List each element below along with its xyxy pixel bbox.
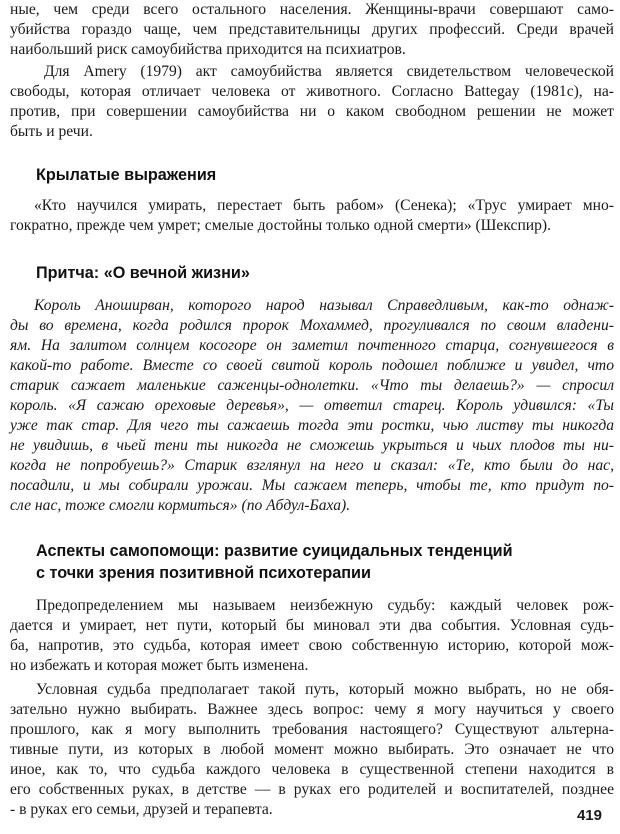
text-line: зательно нужно выбирать. Важнее здесь вопрос: чему я могу научиться у своего — [10, 701, 614, 718]
text-line: ды во времена, когда родился пророк Мохаммед, прогуливался по своим владени- — [10, 317, 614, 334]
page-number: 419 — [576, 807, 602, 824]
text-line: гократно, прежде чем умрет; смелые достойны только одной смерти» (Шекспир). — [10, 217, 552, 234]
section-heading: с точки зрения позитивной психотерапии — [36, 564, 371, 582]
text-line: сле нас, тоже смогли кормиться» (по Абдул-Баха). — [10, 497, 351, 514]
text-line: Предопределением мы называем неизбежную судьбу: каждый человек рож- — [36, 597, 614, 614]
text-line: ба, напротив, это судьба, которая имеет свою собственную историю, которой мож- — [10, 637, 614, 654]
text-line: Условная судьба предполагает такой путь, который можно выбрать, но не обя- — [36, 681, 614, 698]
text-line: - в руках его семьи, друзей и терапевта. — [10, 801, 273, 818]
text-line: иное, как то, что судьба каждого человека в существенной степени находится в — [10, 761, 614, 778]
text-line: уже так стар. Для чего ты сажаешь тогда эти ростки, чью листву ты никогда — [10, 417, 614, 434]
text-line: свободы, которая отличает человека от животного. Согласно Battegay (1981c), на- — [10, 83, 614, 100]
text-line: прошлого, как я могу выполнить требования настоящего? Существуют альтерна- — [10, 721, 614, 738]
text-line: но избежать и которая может быть изменена. — [10, 657, 309, 674]
text-line: посадили, и мы собирали урожаи. Мы сажаем теперь, чтобы те, кто придут по- — [10, 477, 614, 494]
text-line: какой-то работе. Вместе со своей свитой король подошел поближе и увидел, что — [10, 357, 614, 374]
text-line: быть и речи. — [10, 123, 93, 140]
text-line: наибольший риск самоубийства приходится на психиатров. — [10, 41, 406, 58]
text-line: против, при совершении самоубийства ни о каком свободном решении не может — [10, 103, 614, 120]
text-line: старик сажает маленькие саженцы-однолетки. «Что ты делаешь?» — спросил — [10, 377, 614, 394]
text-line: убийства гораздо чаще, чем представительницы других профессий. Среди врачей — [10, 21, 614, 38]
text-line: Для Amery (1979) акт самоубийства является свидетельством человеческой — [44, 63, 614, 80]
section-heading: Аспекты самопомощи: развитие суицидальных тенденций — [36, 542, 513, 560]
text-line: тивные пути, из которых в любой момент можно выбирать. Это означает не что — [10, 741, 614, 758]
text-line: ям. На залитом солнцем косогоре он заметил почтенного старца, согнувшегося в — [10, 337, 614, 354]
section-heading: Притча: «О вечной жизни» — [36, 264, 250, 282]
section-heading: Крылатые выражения — [36, 166, 217, 184]
text-line: «Кто научился умирать, перестает быть рабом» (Сенека); «Трус умирает мно- — [34, 197, 614, 214]
text-line: король. «Я сажаю ореховые деревья», — ответил старец. Король удивился: «Ты — [10, 397, 614, 414]
text-line: когда не попробуешь?» Старик взглянул на него и сказал: «Те, кто были до нас, — [10, 457, 614, 474]
text-line: его собственных руках, в детстве — в руках его родителей и воспитателей, позднее — [10, 781, 614, 798]
text-line: ные, чем среди всего остального населения. Женщины-врачи совершают само- — [10, 1, 614, 18]
text-line: Король Аноширван, которого народ называл Справедливым, как-то однаж- — [34, 297, 614, 314]
text-line: дается и умирает, нет пути, который бы миновал эти два события. Условная судь- — [10, 617, 614, 634]
text-line: не увидишь, в чьей тени ты никогда не сможешь укрыться и чьих плодов ты ни- — [10, 437, 614, 454]
